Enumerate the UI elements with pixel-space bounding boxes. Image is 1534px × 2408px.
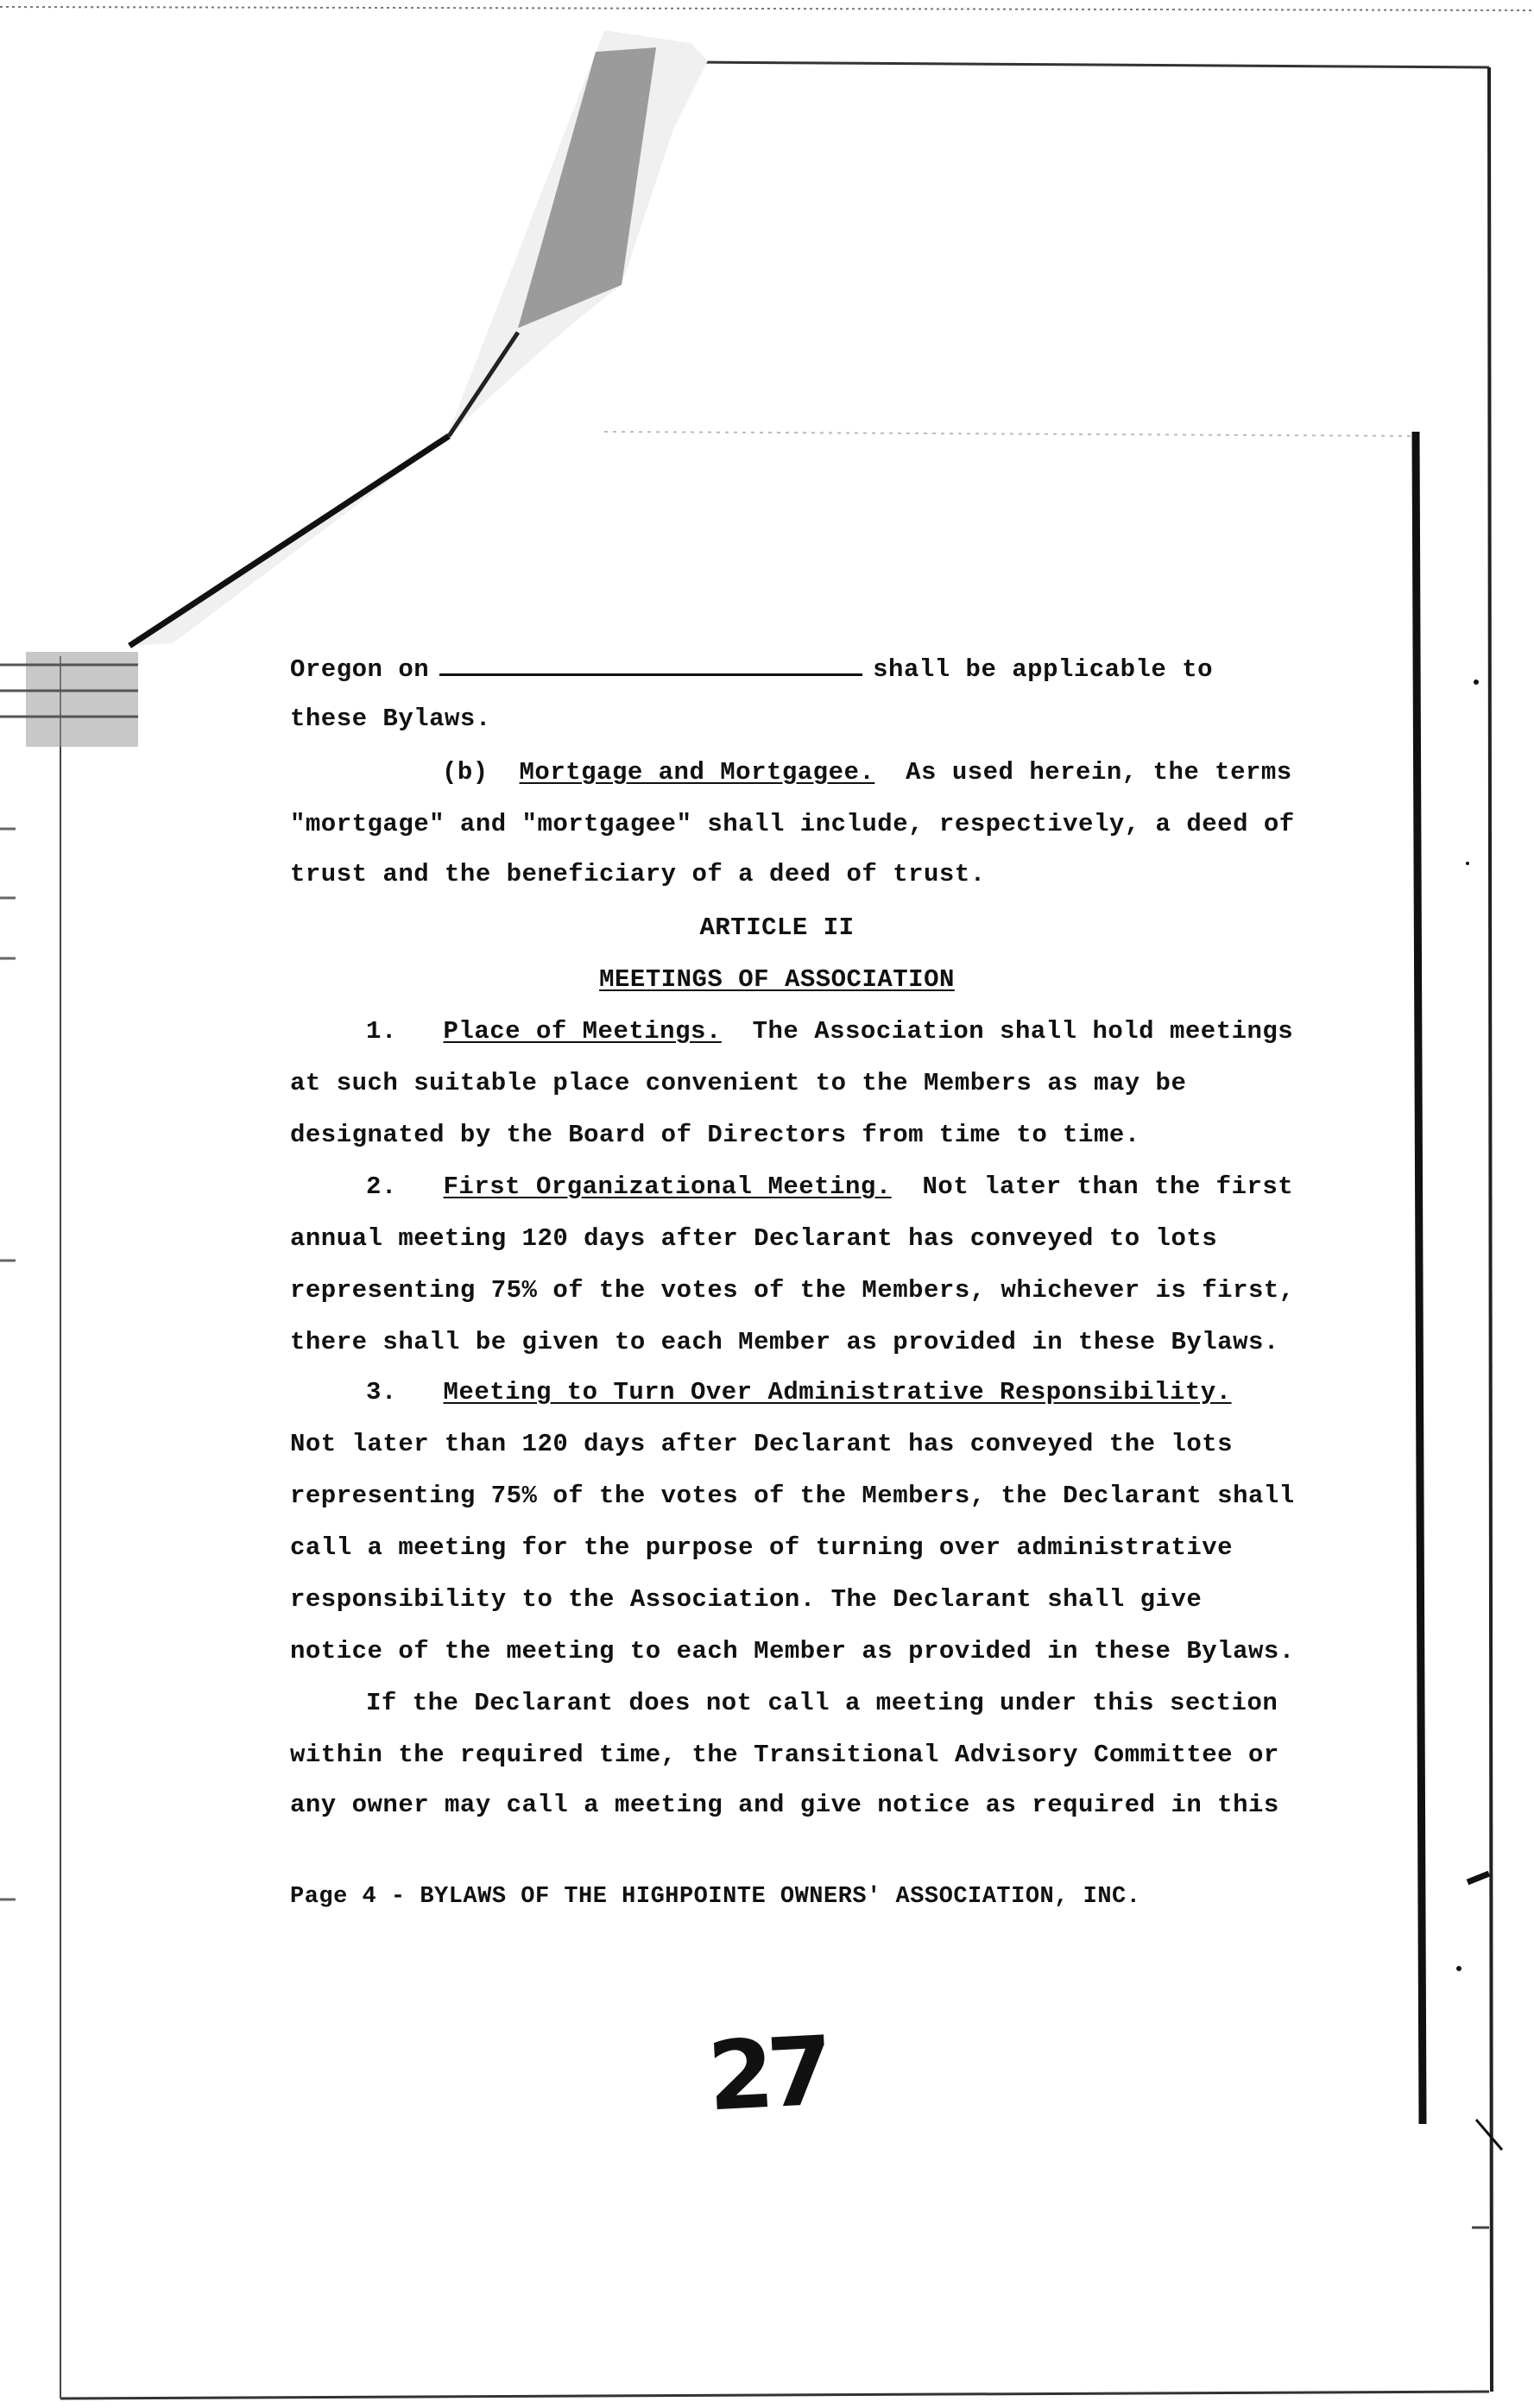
- sec1-heading: Place of Meetings.: [443, 1017, 722, 1046]
- sec3-num: 3.: [366, 1378, 397, 1406]
- article-number: ARTICLE II: [699, 913, 855, 942]
- para-b-line2: "mortgage" and "mortgagee" shall include, respectively, a deed of: [290, 810, 1295, 838]
- article-title: MEETINGS OF ASSOCIATION: [599, 965, 955, 994]
- sec2-line2: annual meeting 120 days after Declarant has conveyed to lots: [290, 1224, 1218, 1253]
- para-b-heading: Mortgage and Mortgagee.: [519, 758, 875, 787]
- handwritten-page-number: 27: [704, 2015, 830, 2133]
- sec3-line4: call a meeting for the purpose of turning over administrative: [290, 1533, 1234, 1562]
- line-oregon: [290, 654, 1213, 684]
- sec2-heading: First Organizational Meeting.: [443, 1172, 892, 1201]
- sec1-line1-rest: The Association shall hold meetings: [752, 1017, 1294, 1046]
- sec2-line1-rest: Not later than the first: [922, 1172, 1294, 1201]
- sec3-line3: representing 75% of the votes of the Members, the Declarant shall: [290, 1482, 1295, 1510]
- para-if-line2: within the required time, the Transitional Advisory Committee or: [290, 1741, 1279, 1769]
- text-shall-be-applicable: shall be applicable to: [873, 655, 1214, 684]
- sec1-line2: at such suitable place convenient to the Members as may be: [290, 1069, 1187, 1097]
- sec1-num: 1.: [366, 1017, 397, 1046]
- blank-date-line: [439, 654, 862, 676]
- para-b-line1: [442, 758, 1292, 787]
- page-footer: Page 4 - BYLAWS OF THE HIGHPOINTE OWNERS' ASSOCIATION, INC.: [290, 1884, 1141, 1910]
- para-b-line1-rest: As used herein, the terms: [906, 758, 1292, 787]
- sec3-line2: Not later than 120 days after Declarant has conveyed the lots: [290, 1430, 1234, 1458]
- sec3-line5: responsibility to the Association. The Declarant shall give: [290, 1585, 1203, 1614]
- para-b-marker: (b): [442, 758, 489, 787]
- sec3-line6: notice of the meeting to each Member as provided in these Bylaws.: [290, 1637, 1295, 1665]
- para-if-line1: If the Declarant does not call a meeting under this section: [366, 1689, 1278, 1717]
- sec2-line1: [366, 1172, 1293, 1201]
- sec2-line3: representing 75% of the votes of the Members, whichever is first,: [290, 1276, 1295, 1305]
- text-oregon-on: Oregon on: [290, 655, 430, 684]
- sec2-line4: there shall be given to each Member as provided in these Bylaws.: [290, 1328, 1279, 1356]
- sec3-heading: Meeting to Turn Over Administrative Responsibility.: [443, 1378, 1232, 1406]
- line-these-bylaws: these Bylaws.: [290, 705, 491, 733]
- sec1-line1: [366, 1017, 1293, 1046]
- sec3-line1: [366, 1378, 1232, 1406]
- article-title-wrap: [290, 965, 1264, 994]
- sec1-line3: designated by the Board of Directors from time to time.: [290, 1121, 1140, 1149]
- para-b-line3: trust and the beneficiary of a deed of trust.: [290, 860, 986, 888]
- para-if-line3: any owner may call a meeting and give notice as required in this: [290, 1791, 1279, 1819]
- sec2-num: 2.: [366, 1172, 397, 1201]
